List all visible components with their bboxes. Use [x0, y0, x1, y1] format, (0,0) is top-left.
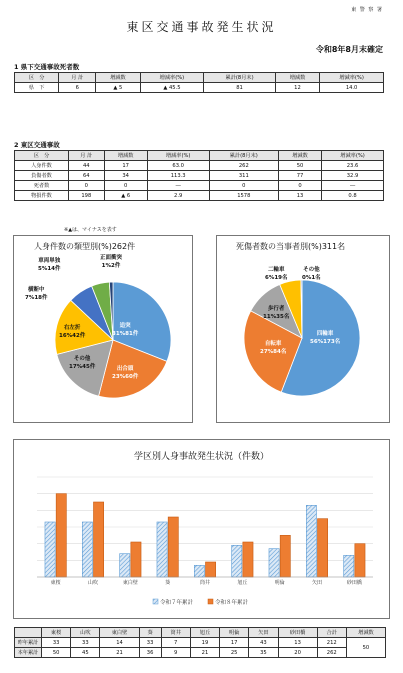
table-cell: 9	[161, 648, 190, 658]
table-cell: 33	[139, 638, 161, 648]
table-cell: 6	[59, 83, 96, 93]
table-cell: 14	[100, 638, 139, 648]
table-cell: ―	[322, 181, 384, 191]
table-cell: ▲ 6	[104, 191, 147, 201]
table-cell: 36	[139, 648, 161, 658]
col-rate: 増減率(%)	[147, 151, 209, 161]
table-cell: 21	[100, 648, 139, 658]
table-row	[15, 181, 384, 191]
table-cell: 198	[68, 191, 104, 201]
table-cell: 50	[278, 161, 321, 171]
section2-heading: 2 東区交通事故	[14, 141, 60, 149]
bar-r8	[355, 544, 365, 577]
table-cell: 34	[104, 171, 147, 181]
col-higashishirakabe: 東白壁	[100, 628, 139, 638]
bar-r7	[344, 555, 354, 577]
table-cell: 212	[317, 638, 346, 648]
date-label: 令和8年8月末確定	[315, 45, 383, 54]
bottom-table	[14, 627, 386, 658]
table-row	[15, 191, 384, 201]
bar-r8	[56, 494, 66, 577]
section2-table	[14, 150, 384, 201]
col-higashizakura: 東桜	[42, 628, 71, 638]
col-sunadabashi: 砂田橋	[278, 628, 317, 638]
bar-r8	[168, 517, 178, 577]
bar-r8	[280, 535, 290, 577]
legend-label: 令和８年累計	[215, 600, 249, 606]
table-cell: ―	[147, 181, 209, 191]
bar-r8	[206, 562, 216, 577]
table-cell: 0	[68, 181, 104, 191]
col-yada: 矢田	[249, 628, 278, 638]
bar-chart	[13, 439, 388, 617]
pie2-label-yonrinsha: 四輪車 56%173名	[310, 331, 341, 345]
col-month: 月 計	[68, 151, 104, 161]
pie2-label-nirinsha: 二輪車 6%19名	[265, 267, 288, 281]
table-cell: 20	[278, 648, 317, 658]
table-cell	[15, 628, 42, 638]
col-cum-diff: 増減数	[275, 73, 319, 83]
x-tick-label: 葵	[165, 580, 171, 586]
col-yamabuki: 山吹	[71, 628, 100, 638]
pie2-label-hokousha: 歩行者 11%35名	[263, 306, 290, 320]
table-cell: 死者数	[15, 181, 69, 191]
pie2-label-jitensha: 自転車 27%84名	[260, 341, 287, 355]
x-tick-label: 矢田	[311, 580, 323, 586]
col-tsutsui: 筒井	[161, 628, 190, 638]
table-cell: 17	[220, 638, 249, 648]
table-cell: 人身件数	[15, 161, 69, 171]
row-label: 昨年累計	[15, 638, 42, 648]
table-cell: 33	[71, 638, 100, 648]
bar-r8	[131, 542, 141, 577]
minus-note: ※▲は、マイナスを表す	[64, 227, 117, 233]
table-cell: 32.9	[322, 171, 384, 181]
table-cell: 0	[278, 181, 321, 191]
table-cell: 23.6	[322, 161, 384, 171]
section1-table	[14, 72, 384, 93]
col-aoi: 葵	[139, 628, 161, 638]
table-cell: 12	[275, 83, 319, 93]
col-diff: 増減数	[104, 151, 147, 161]
table-cell: 44	[68, 161, 104, 171]
bar-r8	[243, 542, 253, 577]
pie1-label-shomenshototsu: 正面衝突 1%2件	[100, 255, 123, 269]
diff-cell: 50	[346, 638, 385, 658]
legend-swatch	[153, 599, 158, 604]
table-cell: 262	[317, 648, 346, 658]
section2-header-row	[15, 151, 384, 161]
col-asahigaoka: 旭丘	[190, 628, 219, 638]
table-cell: 0	[209, 181, 278, 191]
table-cell: 14.0	[320, 83, 384, 93]
table-cell: 13	[278, 638, 317, 648]
bar-r7	[232, 545, 242, 577]
table-cell: 2.9	[147, 191, 209, 201]
col-cum-rate: 増減率(%)	[322, 151, 384, 161]
table-row	[15, 638, 386, 648]
x-tick-label: 筒井	[199, 580, 211, 586]
section1-heading: 1 県下交通事故死者数	[14, 63, 80, 71]
table-cell: 19	[190, 638, 219, 648]
table-cell: ▲ 45.5	[140, 83, 204, 93]
table-cell: 33	[42, 638, 71, 648]
table-cell: 県 下	[15, 83, 59, 93]
pie1-label-sharyotandoku: 車両単独 5%14件	[38, 258, 61, 272]
col-total: 合計	[317, 628, 346, 638]
bar-r7	[306, 505, 316, 577]
col-diff: 増減数	[96, 73, 140, 83]
col-cum-rate: 増減率(%)	[320, 73, 384, 83]
bar-title: 学区別人身事故発生状況（件数）	[133, 452, 269, 462]
pie1-label-usasetsu: 右左折 16%42件	[59, 325, 86, 339]
bar-r7	[269, 549, 279, 577]
col-kubun: 区 分	[15, 151, 69, 161]
bar-r7	[45, 522, 55, 577]
table-cell: 64	[68, 171, 104, 181]
bar-r8	[94, 502, 104, 577]
pie2-label-sonota: その他 0%1名	[302, 267, 321, 281]
table-cell: 113.3	[147, 171, 209, 181]
x-tick-label: 旭丘	[237, 580, 248, 586]
x-tick-label: 東白壁	[122, 580, 138, 586]
table-cell: 1578	[209, 191, 278, 201]
pie2-title: 死傷者数の当事者別(%)311名	[236, 242, 346, 251]
col-meirin: 明倫	[220, 628, 249, 638]
table-cell: ▲ 5	[96, 83, 140, 93]
table-cell: 43	[249, 638, 278, 648]
bar-r7	[82, 522, 92, 577]
col-cum: 累計(8月末)	[204, 73, 275, 83]
pie2-chart	[216, 235, 388, 421]
table-cell: 7	[161, 638, 190, 648]
col-rate: 増減率(%)	[140, 73, 204, 83]
legend-label: 令和７年累計	[160, 600, 194, 606]
pie1-label-oudanchu: 横断中 7%18件	[25, 287, 48, 301]
table-row	[15, 171, 384, 181]
org-label: 東 警 察 署	[351, 7, 383, 13]
table-cell: 262	[209, 161, 278, 171]
table-cell: 物損件数	[15, 191, 69, 201]
table-cell: 311	[209, 171, 278, 181]
bar-r7	[120, 554, 130, 577]
x-tick-label: 砂田橋	[346, 580, 362, 586]
table-cell: 81	[204, 83, 275, 93]
page-title: 東区交通事故発生状況	[126, 20, 277, 34]
pie1-label-deaigashira: 出合頭 23%60件	[112, 366, 139, 380]
table-cell: 77	[278, 171, 321, 181]
pie1-label-tsuitotsu: 追突 31%81件	[112, 323, 139, 337]
x-tick-label: 山吹	[87, 580, 99, 586]
col-month: 月 計	[59, 73, 96, 83]
row-label: 本年累計	[15, 648, 42, 658]
table-cell: 25	[220, 648, 249, 658]
section1-header-row	[15, 73, 384, 83]
x-tick-label: 東桜	[50, 580, 61, 586]
table-row	[15, 83, 384, 93]
table-cell: 50	[42, 648, 71, 658]
legend-swatch	[208, 599, 213, 604]
pie1-label-sonota: その他 17%45件	[69, 356, 96, 370]
table-cell: 13	[278, 191, 321, 201]
table-cell: 21	[190, 648, 219, 658]
table-cell: 0.8	[322, 191, 384, 201]
bar-r7	[157, 522, 167, 577]
bar-r7	[194, 565, 204, 577]
col-kubun: 区 分	[15, 73, 59, 83]
table-cell: 45	[71, 648, 100, 658]
table-row	[15, 161, 384, 171]
table-cell: 0	[104, 181, 147, 191]
col-cum: 累計(8月末)	[209, 151, 278, 161]
table-cell: 負傷者数	[15, 171, 69, 181]
x-tick-label: 明倫	[274, 580, 285, 586]
col-zougen: 増減数	[346, 628, 385, 638]
col-cum-diff: 増減数	[278, 151, 321, 161]
bottom-header-row	[15, 628, 386, 638]
pie1-title: 人身件数の類型別(%)262件	[34, 242, 136, 251]
table-row	[15, 648, 386, 658]
table-cell: 35	[249, 648, 278, 658]
table-cell: 63.0	[147, 161, 209, 171]
bar-r8	[318, 519, 328, 577]
table-cell: 17	[104, 161, 147, 171]
